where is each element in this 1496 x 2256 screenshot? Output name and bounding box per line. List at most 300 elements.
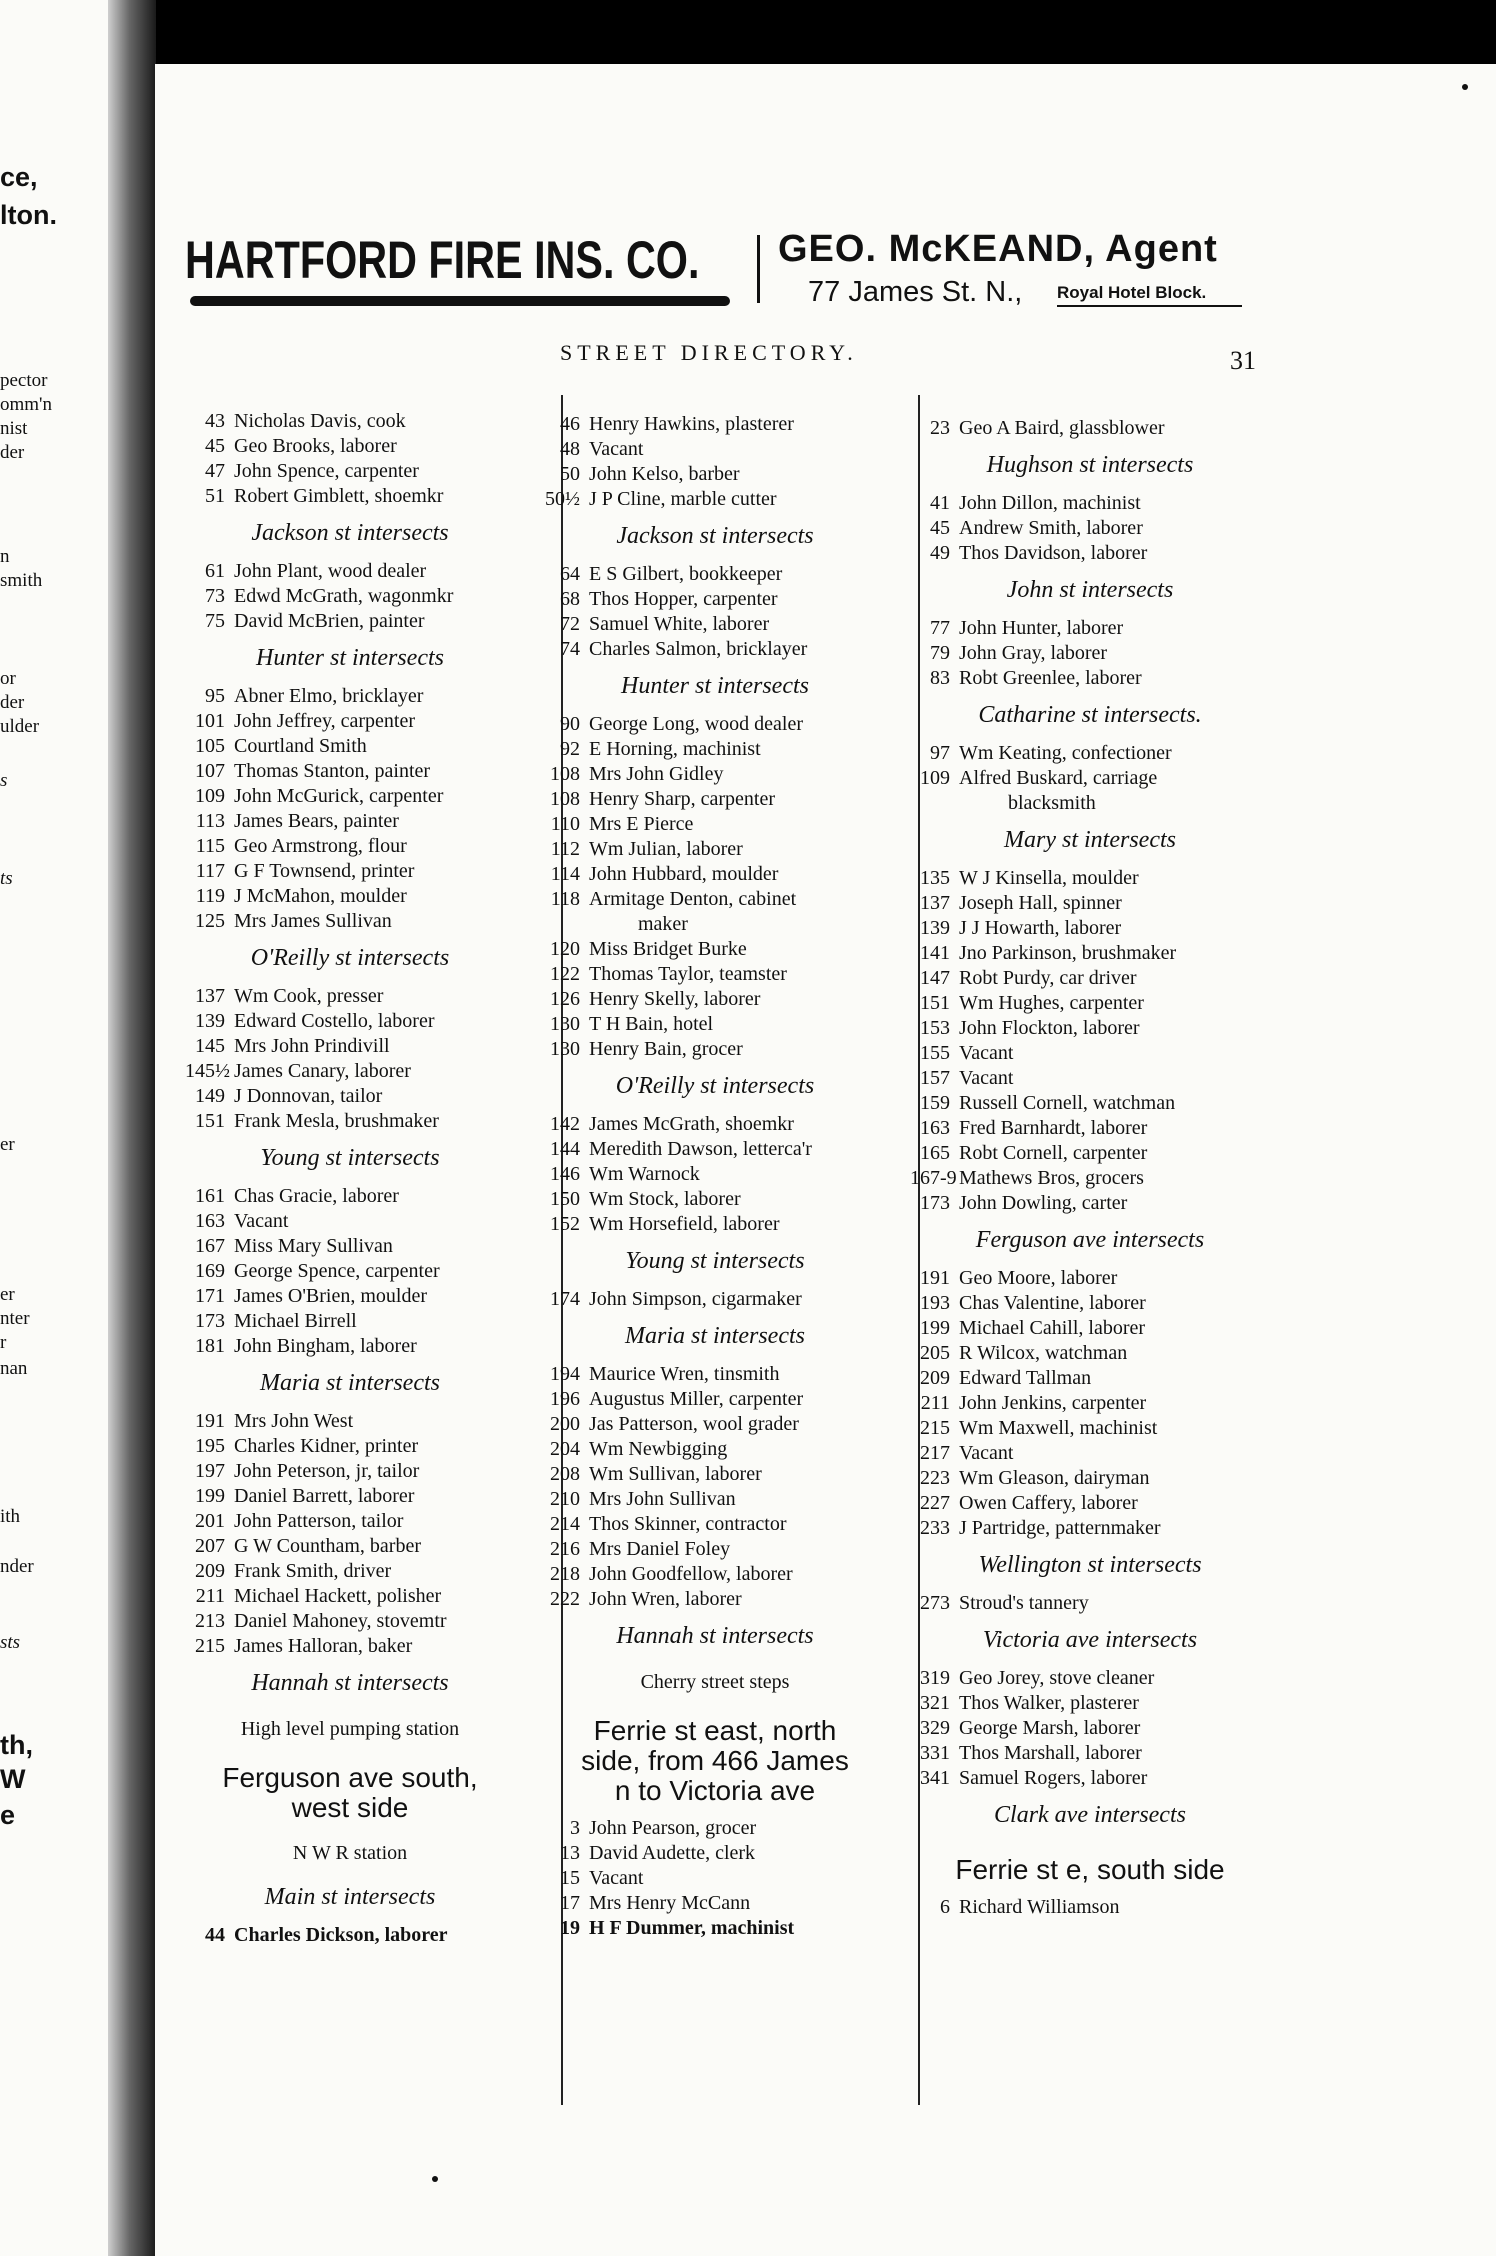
house-number: 130 [550,1013,580,1035]
house-number: 227 [920,1492,950,1514]
house-number: 201 [195,1510,225,1532]
house-number: 214 [550,1513,580,1535]
intersection-heading: O'Reilly st intersects [615,1073,815,1099]
book-gutter [108,0,156,2256]
advert-underline [190,296,730,306]
house-number: 215 [195,1635,225,1657]
resident-entry: Wm Warnock [589,1163,700,1185]
house-number: 211 [920,1392,950,1414]
resident-entry: E Horning, machinist [589,738,761,760]
resident-entry: Geo Moore, laborer [959,1267,1118,1289]
directory-entry [185,1284,515,1309]
directory-entry [185,1923,515,1948]
directory-entry [540,1462,890,1487]
resident-entry: J McMahon, moulder [234,885,407,907]
directory-entry [910,416,1270,441]
house-number: 139 [195,1010,225,1032]
house-number: 139 [920,917,950,939]
house-number: 113 [195,810,225,832]
resident-entry: Wm Newbigging [589,1438,728,1460]
directory-entry [910,1391,1270,1416]
resident-entry: Henry Sharp, carpenter [589,788,776,810]
house-number: 191 [195,1410,225,1432]
fragment-text: or [0,668,16,689]
directory-entry [185,909,515,934]
resident-entry: G F Townsend, printer [234,860,415,882]
house-number: 73 [205,585,225,607]
house-number: 17 [560,1892,580,1914]
resident-entry: David Audette, clerk [589,1842,756,1864]
resident-entry: Armitage Denton, cabinet [589,888,797,910]
house-number: 145½ [185,1060,230,1082]
directory-entry [185,1409,515,1434]
section-heading-line: n to Victoria ave [614,1775,816,1806]
directory-entry [185,884,515,909]
resident-entry: Michael Cahill, laborer [959,1317,1146,1339]
house-number: 97 [930,742,950,764]
resident-entry: T H Bain, hotel [589,1013,714,1035]
fragment-text: s [0,770,8,791]
resident-entry: Wm Sullivan, laborer [589,1463,762,1485]
resident-entry: Mathews Bros, grocers [959,1167,1144,1189]
directory-entry [185,559,515,584]
resident-entry: Courtland Smith [234,735,367,757]
resident-entry: Edward Tallman [959,1367,1092,1389]
resident-entry: Wm Horsefield, laborer [589,1213,780,1235]
house-number: 3 [570,1817,580,1839]
fragment-text: ulder [0,716,40,737]
house-number: 152 [550,1213,580,1235]
house-number: 120 [550,938,580,960]
directory-entry [540,1412,890,1437]
resident-entry: Charles Salmon, bricklayer [589,638,808,660]
directory-entry [540,1562,890,1587]
house-number: 207 [195,1535,225,1557]
house-number: 210 [550,1488,580,1510]
resident-entry: Mrs Daniel Foley [589,1538,731,1560]
intersection-heading: Clark ave intersects [994,1802,1186,1828]
directory-entry [540,987,890,1012]
house-number: 48 [560,438,580,460]
resident-entry: Miss Mary Sullivan [234,1235,393,1257]
resident-entry: Owen Caffery, laborer [959,1492,1138,1514]
directory-entry [185,409,515,434]
directory-entry [910,641,1270,666]
resident-entry: Vacant [234,1210,289,1232]
directory-entry [910,1716,1270,1741]
house-number: 146 [550,1163,580,1185]
house-number: 64 [560,563,580,585]
resident-entry: Stroud's tannery [959,1592,1089,1614]
house-number: 149 [195,1085,225,1107]
resident-entry: Thos Hopper, carpenter [589,588,778,610]
fragment-text: er [0,1284,15,1305]
fragment-text: der [0,442,25,463]
fragment-text: W [0,1764,26,1794]
house-number: 79 [930,642,950,664]
resident-entry: Samuel Rogers, laborer [959,1767,1148,1789]
directory-entry [910,1366,1270,1391]
resident-entry: James Halloran, baker [234,1635,413,1657]
directory-entry [540,1891,890,1916]
directory-entry [540,1362,890,1387]
directory-entry [185,1109,515,1134]
resident-entry: Joseph Hall, spinner [959,892,1122,914]
resident-entry: Robt Purdy, car driver [959,967,1137,989]
ink-speck [432,2176,438,2182]
house-number: 155 [920,1042,950,1064]
column-2 [540,412,890,1941]
resident-entry: Thomas Stanton, painter [234,760,431,782]
resident-entry: Daniel Mahoney, stovemtr [234,1610,447,1632]
house-number: 150 [550,1188,580,1210]
intersection-heading: Hannah st intersects [251,1670,449,1696]
section-heading-line: west side [291,1792,409,1823]
resident-entry: Samuel White, laborer [589,613,770,635]
directory-entry [540,712,890,737]
section-heading-line: Ferrie st east, north [593,1715,837,1746]
resident-entry: George Marsh, laborer [959,1717,1141,1739]
house-number: 137 [920,892,950,914]
resident-entry: Wm Gleason, dairyman [959,1467,1150,1489]
resident-entry: J J Howarth, laborer [959,917,1122,939]
resident-entry: Robert Gimblett, shoemkr [234,485,444,507]
directory-entry [185,709,515,734]
resident-entry: George Long, wood dealer [589,713,804,735]
resident-entry: Thos Marshall, laborer [959,1742,1142,1764]
house-number: 223 [920,1467,950,1489]
resident-entry: John Peterson, jr, tailor [234,1460,420,1482]
intersection-heading: Hunter st intersects [256,645,444,671]
street-section-heading [540,1716,890,1806]
resident-entry: G W Countham, barber [234,1535,422,1557]
resident-entry: Henry Hawkins, plasterer [589,413,794,435]
directory-entry [185,459,515,484]
directory-entry [185,609,515,634]
house-number: 44 [205,1924,225,1946]
house-number: 181 [195,1335,225,1357]
running-head: STREET DIRECTORY. [560,340,858,365]
house-number: 108 [550,763,580,785]
resident-entry: Mrs E Pierce [589,813,694,835]
intersection-heading: Maria st intersects [625,1323,805,1349]
resident-entry: John Jenkins, carpenter [959,1392,1147,1414]
fragment-text: ts [0,868,13,889]
house-number: 165 [920,1142,950,1164]
advert-divider [757,235,760,303]
directory-entry [540,787,890,812]
directory-entry [185,434,515,459]
directory-entry [910,1895,1270,1920]
directory-entry [910,941,1270,966]
fragment-text: nan [0,1358,28,1379]
house-number: 74 [560,638,580,660]
directory-entry [540,1916,890,1941]
resident-entry: Thos Skinner, contractor [589,1513,787,1535]
resident-entry: Vacant [589,1867,644,1889]
resident-entry: Meredith Dawson, letterca'r [589,1138,812,1160]
directory-entry [540,862,890,887]
section-heading-line: Ferrie st e, south side [955,1854,1225,1885]
resident-entry: Mrs James Sullivan [234,910,392,932]
house-number: 50 [560,463,580,485]
house-number: 171 [195,1285,225,1307]
resident-entry: John Wren, laborer [589,1588,742,1610]
resident-entry: James Bears, painter [234,810,399,832]
resident-entry: John Pearson, grocer [589,1817,757,1839]
directory-entry [910,1041,1270,1066]
resident-entry: George Spence, carpenter [234,1260,440,1282]
directory-entry [910,866,1270,891]
resident-entry: Thos Davidson, laborer [959,542,1148,564]
directory-entry [540,1162,890,1187]
directory-entry [910,1766,1270,1791]
resident-entry: Frank Smith, driver [234,1560,392,1582]
resident-entry: Miss Bridget Burke [589,938,747,960]
resident-entry: Richard Williamson [959,1896,1120,1918]
directory-entry [540,837,890,862]
directory-entry [185,1609,515,1634]
house-number: 109 [920,767,950,789]
directory-entry [540,937,890,962]
resident-entry: Mrs Henry McCann [589,1892,751,1914]
house-number: 50½ [545,488,580,510]
intersection-heading: Hunter st intersects [621,673,809,699]
fragment-text: nist [0,418,28,439]
directory-entry [910,1741,1270,1766]
directory-entry [540,1487,890,1512]
house-number: 110 [550,813,580,835]
resident-entry: Vacant [959,1442,1014,1464]
directory-entry [910,1516,1270,1541]
house-number: 167 [195,1235,225,1257]
directory-entry [540,1187,890,1212]
resident-entry: Mrs John Sullivan [589,1488,736,1510]
directory-entry [185,584,515,609]
directory-entry [540,1112,890,1137]
house-number: 92 [560,738,580,760]
directory-entry [185,1059,515,1084]
house-number: 194 [550,1363,580,1385]
resident-entry: Wm Julian, laborer [589,838,743,860]
street-section-heading [185,1763,515,1823]
resident-entry: H F Dummer, machinist [589,1917,795,1939]
house-number: 174 [550,1288,580,1310]
directory-entry [540,812,890,837]
resident-entry: Russell Cornell, watchman [959,1092,1176,1114]
directory-entry [910,1166,1270,1191]
directory-entry [910,1091,1270,1116]
directory-entry [185,1634,515,1659]
house-number: 101 [195,710,225,732]
directory-entry [540,737,890,762]
resident-entry: Vacant [959,1042,1014,1064]
resident-entry: Henry Bain, grocer [589,1038,743,1060]
resident-entry: John Dillon, machinist [959,492,1141,514]
directory-entry [910,541,1270,566]
directory-entry [910,766,1270,791]
house-number: 122 [550,963,580,985]
resident-entry: Michael Hackett, polisher [234,1585,442,1607]
resident-entry: R Wilcox, watchman [959,1342,1128,1364]
house-number: 208 [550,1463,580,1485]
page-number: 31 [1230,346,1256,375]
house-number: 331 [920,1742,950,1764]
directory-entry [185,1209,515,1234]
directory-entry [910,1466,1270,1491]
intersection-heading: Hannah st intersects [616,1623,814,1649]
house-number: 216 [550,1538,580,1560]
resident-entry: Geo Jorey, stove cleaner [959,1667,1155,1689]
resident-entry: John Plant, wood dealer [234,560,427,582]
directory-entry [185,1534,515,1559]
resident-entry: W J Kinsella, moulder [959,867,1139,889]
house-number: 49 [930,542,950,564]
directory-entry [185,1009,515,1034]
directory-entry [540,1866,890,1891]
directory-entry [540,962,890,987]
house-number: 144 [550,1138,580,1160]
directory-entry [540,637,890,662]
directory-entry [185,809,515,834]
house-number: 68 [560,588,580,610]
resident-entry: John Patterson, tailor [234,1510,404,1532]
house-number: 125 [195,910,225,932]
resident-entry: Maurice Wren, tinsmith [589,1363,780,1385]
resident-entry: John Jeffrey, carpenter [234,710,416,732]
directory-entry [185,1234,515,1259]
intersection-heading: Mary st intersects [1004,827,1176,853]
directory-entry [540,1537,890,1562]
resident-entry: Alfred Buskard, carriage [959,767,1158,789]
resident-entry: James O'Brien, moulder [234,1285,428,1307]
directory-entry [185,1484,515,1509]
directory-entry [910,1291,1270,1316]
house-number: 199 [920,1317,950,1339]
house-number: 126 [550,988,580,1010]
directory-entry [910,516,1270,541]
directory-entry [185,1259,515,1284]
directory-entry [910,1016,1270,1041]
fragment-text: er [0,1134,15,1155]
directory-entry [540,1816,890,1841]
directory-entry [540,1137,890,1162]
directory-entry [540,562,890,587]
intersection-heading: Catharine st intersects. [978,702,1202,728]
intersection-heading: John st intersects [1006,577,1174,603]
resident-entry: Geo Brooks, laborer [234,435,397,457]
fragment-text: e [0,1800,16,1830]
intersection-heading: Young st intersects [260,1145,440,1171]
intersection-heading: Maria st intersects [260,1370,440,1396]
directory-entry [540,1387,890,1412]
house-number: 218 [550,1563,580,1585]
resident-entry: Jno Parkinson, brushmaker [959,942,1177,964]
resident-entry: John Hunter, laborer [959,617,1124,639]
house-number: 205 [920,1342,950,1364]
resident-entry: David McBrien, painter [234,610,425,632]
house-number: 173 [920,1192,950,1214]
house-number: 321 [920,1692,950,1714]
resident-entry: J Partridge, patternmaker [959,1517,1161,1539]
intersection-heading: Victoria ave intersects [982,1627,1198,1653]
resident-entry: Wm Hughes, carpenter [959,992,1144,1014]
resident-entry: Thos Walker, plasterer [959,1692,1139,1714]
directory-entry [540,437,890,462]
resident-entry: James Canary, laborer [234,1060,411,1082]
fragment-text: th, [0,1730,33,1760]
directory-entry [540,462,890,487]
house-number: 222 [550,1588,580,1610]
resident-entry: John Goodfellow, laborer [589,1563,793,1585]
section-heading-line: Ferguson ave south, [222,1762,478,1793]
directory-entry [185,1584,515,1609]
entry-continuation: maker [638,913,688,935]
intersection-heading: Wellington st intersects [978,1552,1202,1578]
house-number: 41 [930,492,950,514]
directory-entry [910,1191,1270,1216]
directory-entry [185,1309,515,1334]
intersection-heading: O'Reilly st intersects [250,945,450,971]
resident-entry: Augustus Miller, carpenter [589,1388,804,1410]
house-number: 163 [195,1210,225,1232]
house-number: 151 [195,1110,225,1132]
house-number: 130 [550,1038,580,1060]
house-number: 83 [930,667,950,689]
directory-entry [185,984,515,1009]
agent-address: 77 James St. N., [808,276,1023,308]
house-number: 211 [195,1585,225,1607]
resident-entry: Mrs John Gidley [589,763,724,785]
house-number: 319 [920,1667,950,1689]
resident-entry: Thomas Taylor, teamster [589,963,787,985]
intersection-heading: Jackson st intersects [251,520,449,546]
resident-entry: Mrs John West [234,1410,354,1432]
resident-entry: J P Cline, marble cutter [589,488,777,510]
house-number: 108 [550,788,580,810]
resident-entry: Michael Birrell [234,1310,357,1332]
resident-entry: Vacant [589,438,644,460]
intersection-heading: Main st intersects [264,1884,436,1910]
column-1 [185,409,515,1948]
directory-entry [910,1116,1270,1141]
resident-entry: J Donnovan, tailor [234,1085,383,1107]
directory-entry [540,1437,890,1462]
resident-entry: John McGurick, carpenter [234,785,444,807]
hotel-block: Royal Hotel Block. [1057,283,1207,302]
house-number: 191 [920,1267,950,1289]
directory-entry [185,1459,515,1484]
directory-entry [910,666,1270,691]
house-number: 199 [195,1485,225,1507]
fragment-text: smith [0,570,43,591]
hartford-advert: HARTFORD FIRE INS. CO. [185,231,700,290]
house-number: 173 [195,1310,225,1332]
directory-entry [910,966,1270,991]
resident-entry: John Simpson, cigarmaker [589,1288,802,1310]
directory-entry [910,1691,1270,1716]
fragment-text: ith [0,1506,21,1527]
directory-entry [540,1512,890,1537]
house-number: 204 [550,1438,580,1460]
directory-entry [910,1416,1270,1441]
resident-entry: Vacant [959,1067,1014,1089]
resident-entry: Edward Costello, laborer [234,1010,435,1032]
fragment-text: der [0,692,25,713]
intersection-heading: Hughson st intersects [986,452,1194,478]
directory-entry [910,991,1270,1016]
resident-entry: Geo Armstrong, flour [234,835,407,857]
